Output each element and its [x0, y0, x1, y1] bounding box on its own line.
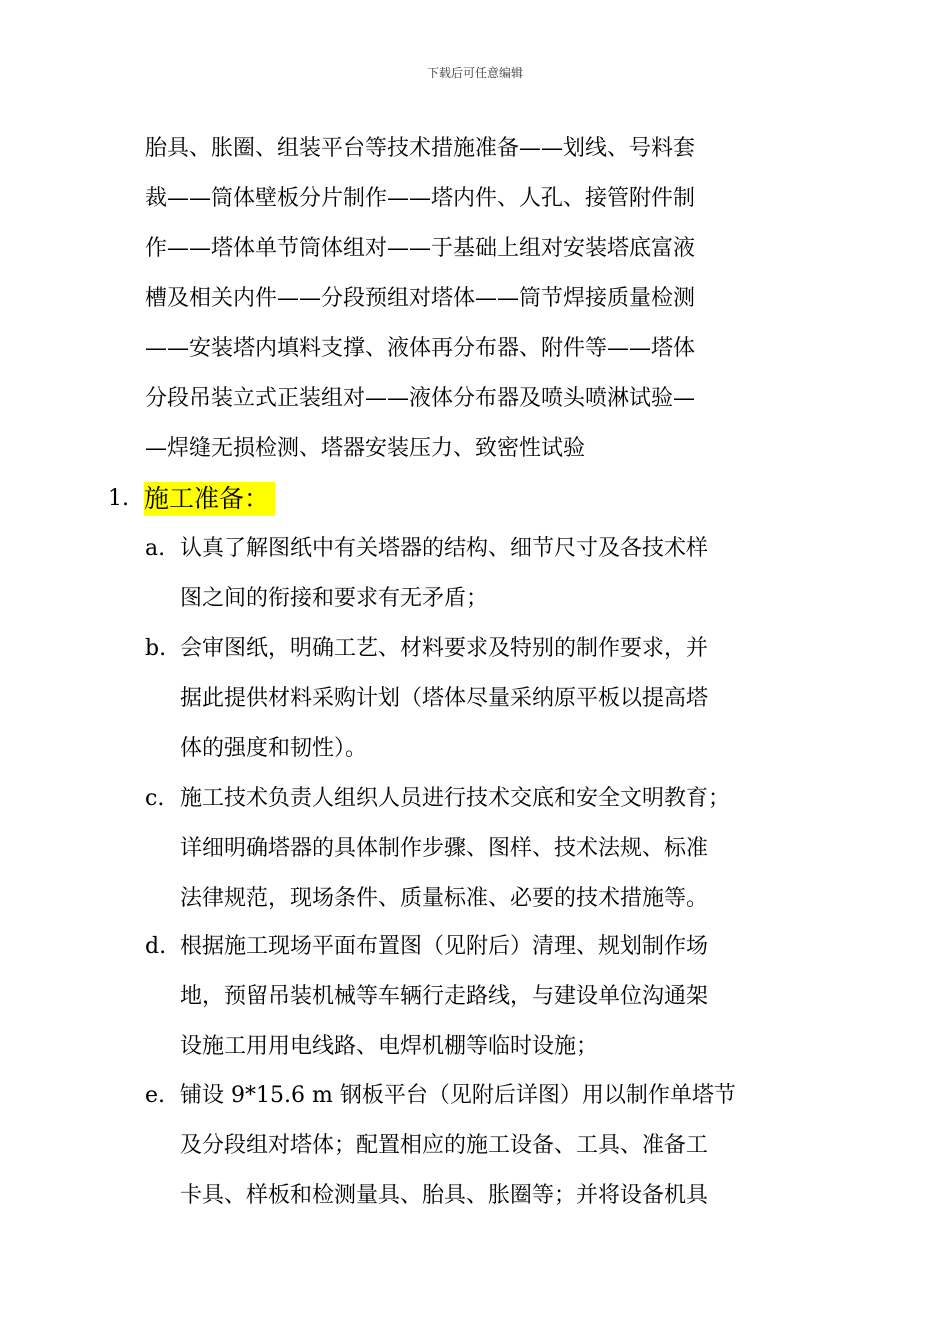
list-item-line: 据此提供材料采购计划（塔体尽量采纳原平板以提高塔: [180, 686, 709, 711]
list-item-line: 铺设 9*15.6 m 钢板平台（见附后详图）用以制作单塔节: [180, 1083, 736, 1108]
intro-line: 作——塔体单节筒体组对——于基础上组对安装塔底富液: [145, 236, 696, 261]
list-item-line: 根据施工现场平面布置图（见附后）清理、规划制作场: [180, 934, 709, 959]
intro-line: 胎具、胀圈、组装平台等技术措施准备——划线、号料套: [145, 136, 696, 161]
intro-line: 分段吊装立式正装组对——液体分布器及喷头喷淋试验—: [145, 386, 696, 411]
list-item-line: 及分段组对塔体；配置相应的施工设备、工具、准备工: [180, 1133, 709, 1158]
list-item-line: 施工技术负责人组织人员进行技术交底和安全文明教育；: [180, 786, 731, 811]
section-title-highlighted: 施工准备：: [144, 482, 275, 516]
list-item-line: 体的强度和韧性）。: [180, 736, 368, 761]
list-item-line: 图之间的衔接和要求有无矛盾；: [180, 586, 489, 611]
list-item-line: 地，预留吊装机械等车辆行走路线，与建设单位沟通架: [180, 984, 709, 1009]
list-item-line: 设施工用用电线路、电焊机棚等临时设施；: [180, 1034, 599, 1059]
list-marker-b: b.: [145, 636, 167, 661]
list-marker-d: d.: [145, 934, 167, 959]
intro-line: 裁——筒体壁板分片制作——塔内件、人孔、接管附件制: [145, 186, 696, 211]
list-item-line: 认真了解图纸中有关塔器的结构、细节尺寸及各技术样: [180, 536, 709, 561]
list-item-line: 法律规范，现场条件、质量标准、必要的技术措施等。: [180, 886, 709, 911]
intro-line: 槽及相关内件——分段预组对塔体——筒节焊接质量检测: [145, 286, 696, 311]
list-item-line: 会审图纸，明确工艺、材料要求及特别的制作要求，并: [180, 636, 709, 661]
section-number: 1.: [108, 486, 129, 511]
list-item-line: 详细明确塔器的具体制作步骤、图样、技术法规、标准: [180, 836, 709, 861]
list-item-line: 卡具、样板和检测量具、胎具、胀圈等；并将设备机具: [180, 1183, 709, 1208]
list-marker-e: e.: [145, 1083, 166, 1108]
list-marker-c: c.: [145, 786, 165, 811]
intro-line: ——安装塔内填料支撑、液体再分布器、附件等——塔体: [145, 336, 696, 361]
intro-line: —焊缝无损检测、塔器安装压力、致密性试验: [145, 436, 586, 461]
page-header: 下载后可任意编辑: [426, 66, 523, 80]
list-marker-a: a.: [145, 536, 166, 561]
